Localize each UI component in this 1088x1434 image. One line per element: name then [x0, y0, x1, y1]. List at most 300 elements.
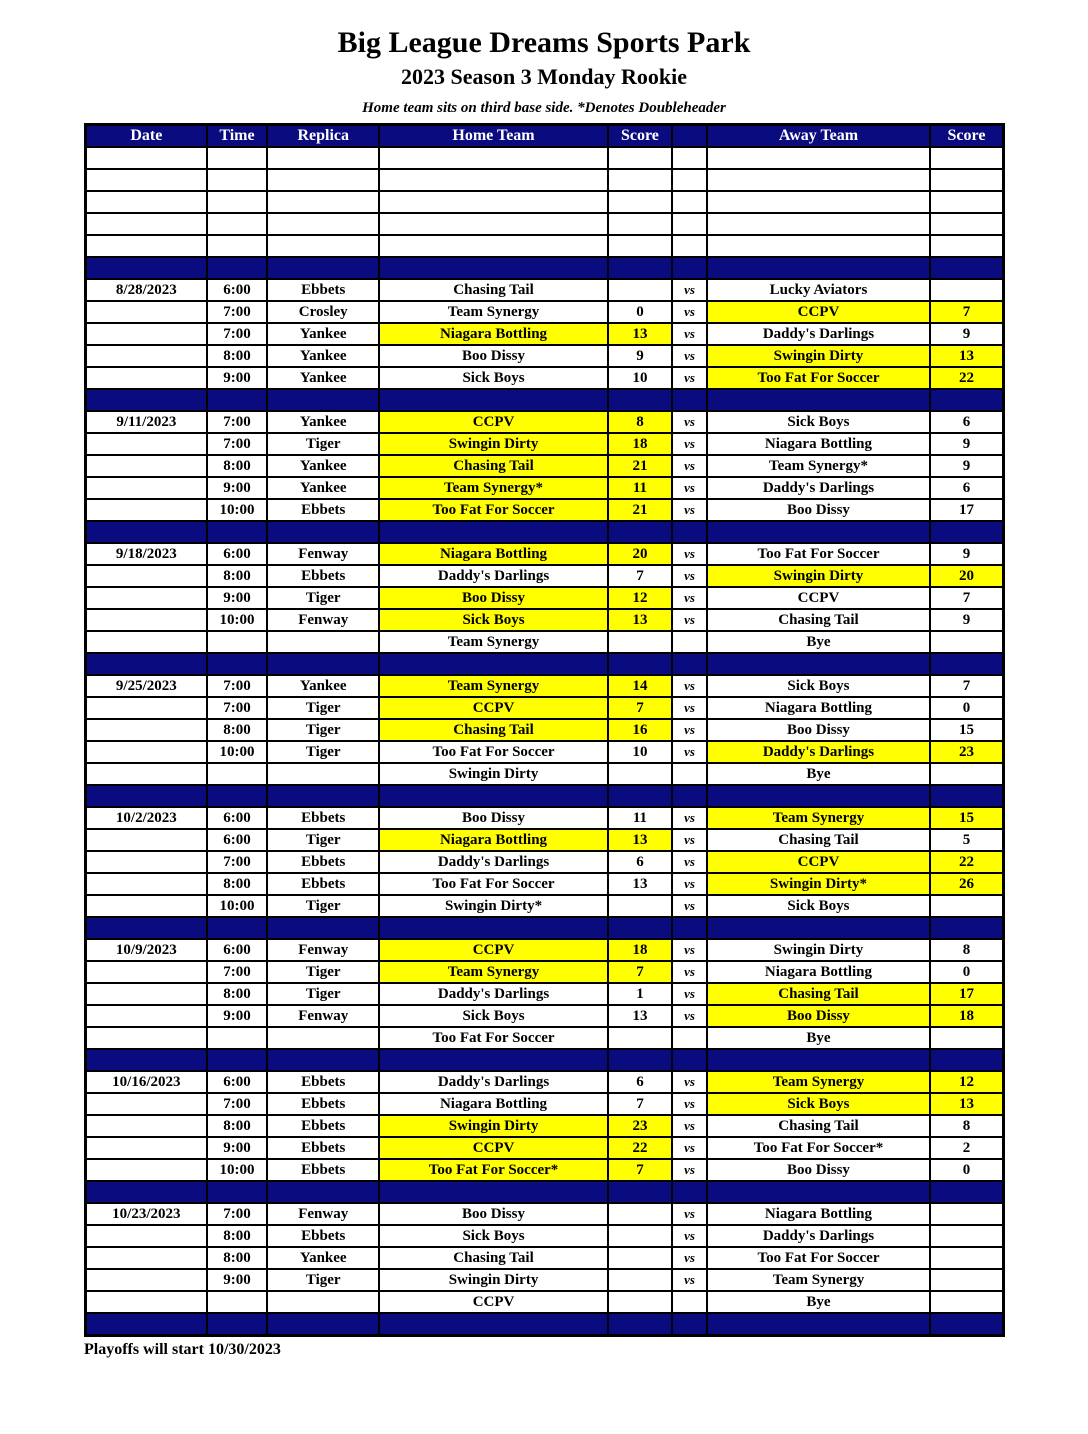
home-score-cell: 7 [608, 697, 672, 719]
away-team-cell: Team Synergy* [707, 455, 930, 477]
away-team-cell [707, 1181, 930, 1203]
col-away-score: Score [930, 125, 1004, 148]
bye-row [86, 1291, 1004, 1313]
vs-cell [672, 1049, 707, 1071]
date-cell [86, 741, 207, 763]
replica-cell: Tiger [267, 433, 379, 455]
replica-cell: Tiger [267, 961, 379, 983]
time-cell: 10:00 [207, 609, 268, 631]
time-cell [207, 1027, 268, 1049]
away-score-cell: 7 [930, 675, 1004, 697]
away-team-cell [707, 235, 930, 257]
date-cell [86, 1049, 207, 1071]
replica-cell [267, 785, 379, 807]
away-team-cell: Swingin Dirty* [707, 873, 930, 895]
away-team-cell: Too Fat For Soccer [707, 367, 930, 389]
away-team-cell [707, 169, 930, 191]
date-cell [86, 169, 207, 191]
date-cell [86, 257, 207, 279]
replica-cell [267, 521, 379, 543]
home-score-cell: 18 [608, 939, 672, 961]
game-row [86, 829, 1004, 851]
away-team-cell: Niagara Bottling [707, 1203, 930, 1225]
game-row [86, 939, 1004, 961]
replica-cell: Ebbets [267, 499, 379, 521]
away-team-cell: Boo Dissy [707, 1159, 930, 1181]
home-score-cell: 7 [608, 1159, 672, 1181]
home-team-cell: CCPV [379, 939, 608, 961]
away-team-cell: Swingin Dirty [707, 939, 930, 961]
home-score-cell [608, 1181, 672, 1203]
vs-cell: vs [672, 411, 707, 433]
home-team-cell [379, 917, 608, 939]
away-team-cell: Too Fat For Soccer* [707, 1137, 930, 1159]
col-replica: Replica [267, 125, 379, 148]
away-team-cell [707, 191, 930, 213]
schedule-table [84, 123, 1005, 1337]
date-cell [86, 1247, 207, 1269]
date-cell [86, 719, 207, 741]
away-score-cell: 15 [930, 719, 1004, 741]
home-score-cell: 7 [608, 565, 672, 587]
time-cell [207, 653, 268, 675]
away-team-cell: Sick Boys [707, 411, 930, 433]
home-score-cell: 8 [608, 411, 672, 433]
game-row [86, 455, 1004, 477]
vs-cell [672, 389, 707, 411]
home-score-cell [608, 169, 672, 191]
away-team-cell: Team Synergy [707, 1269, 930, 1291]
replica-cell: Fenway [267, 543, 379, 565]
away-score-cell: 17 [930, 499, 1004, 521]
away-score-cell [930, 1269, 1004, 1291]
time-cell: 8:00 [207, 873, 268, 895]
replica-cell: Yankee [267, 675, 379, 697]
page-header [0, 26, 1088, 117]
replica-cell: Yankee [267, 367, 379, 389]
home-team-cell [379, 1049, 608, 1071]
away-score-cell [930, 1027, 1004, 1049]
home-team-cell [379, 1181, 608, 1203]
vs-cell [672, 917, 707, 939]
away-team-cell: Chasing Tail [707, 829, 930, 851]
away-team-cell: Sick Boys [707, 1093, 930, 1115]
home-team-cell: Sick Boys [379, 609, 608, 631]
date-cell [86, 1159, 207, 1181]
home-score-cell [608, 389, 672, 411]
time-cell: 8:00 [207, 455, 268, 477]
vs-cell: vs [672, 323, 707, 345]
time-cell: 6:00 [207, 279, 268, 301]
home-score-cell: 14 [608, 675, 672, 697]
date-cell [86, 1181, 207, 1203]
separator-row [86, 257, 1004, 279]
date-cell [86, 1225, 207, 1247]
away-score-cell [930, 653, 1004, 675]
vs-cell: vs [672, 279, 707, 301]
date-cell [86, 873, 207, 895]
replica-cell: Ebbets [267, 1115, 379, 1137]
vs-cell [672, 785, 707, 807]
home-score-cell: 11 [608, 477, 672, 499]
home-score-cell: 12 [608, 587, 672, 609]
away-team-cell: Daddy's Darlings [707, 1225, 930, 1247]
away-score-cell: 20 [930, 565, 1004, 587]
vs-cell [672, 763, 707, 785]
home-score-cell [608, 917, 672, 939]
date-cell [86, 631, 207, 653]
replica-cell: Tiger [267, 587, 379, 609]
time-cell: 10:00 [207, 895, 268, 917]
date-cell [86, 477, 207, 499]
game-row [86, 1137, 1004, 1159]
date-cell [86, 983, 207, 1005]
replica-cell: Tiger [267, 895, 379, 917]
replica-cell [267, 235, 379, 257]
date-cell [86, 1137, 207, 1159]
home-team-cell: Niagara Bottling [379, 829, 608, 851]
away-team-cell: Boo Dissy [707, 719, 930, 741]
game-row [86, 1071, 1004, 1093]
vs-cell [672, 213, 707, 235]
replica-cell: Yankee [267, 1247, 379, 1269]
separator-row [86, 785, 1004, 807]
col-home-team: Home Team [379, 125, 608, 148]
vs-cell: vs [672, 477, 707, 499]
home-team-cell: Too Fat For Soccer [379, 499, 608, 521]
home-score-cell [608, 1313, 672, 1336]
vs-cell [672, 1313, 707, 1336]
replica-cell [267, 1181, 379, 1203]
col-date: Date [86, 125, 207, 148]
home-team-cell: Chasing Tail [379, 279, 608, 301]
replica-cell: Fenway [267, 939, 379, 961]
home-score-cell: 21 [608, 455, 672, 477]
home-team-cell: Niagara Bottling [379, 323, 608, 345]
away-score-cell [930, 191, 1004, 213]
date-cell [86, 961, 207, 983]
replica-cell [267, 1027, 379, 1049]
home-team-cell: Too Fat For Soccer* [379, 1159, 608, 1181]
away-score-cell: 9 [930, 433, 1004, 455]
bye-row [86, 1027, 1004, 1049]
home-team-cell [379, 147, 608, 169]
empty-row [86, 147, 1004, 169]
time-cell [207, 191, 268, 213]
replica-cell: Crosley [267, 301, 379, 323]
replica-cell: Ebbets [267, 1093, 379, 1115]
away-score-cell: 9 [930, 609, 1004, 631]
home-score-cell: 18 [608, 433, 672, 455]
away-team-cell: CCPV [707, 851, 930, 873]
time-cell: 7:00 [207, 697, 268, 719]
date-cell [86, 301, 207, 323]
time-cell: 6:00 [207, 829, 268, 851]
away-score-cell: 6 [930, 477, 1004, 499]
home-score-cell [608, 895, 672, 917]
time-cell [207, 763, 268, 785]
date-cell [86, 697, 207, 719]
time-cell: 7:00 [207, 961, 268, 983]
date-cell: 10/2/2023 [86, 807, 207, 829]
vs-cell: vs [672, 609, 707, 631]
away-team-cell: Chasing Tail [707, 609, 930, 631]
date-cell: 9/18/2023 [86, 543, 207, 565]
away-score-cell [930, 631, 1004, 653]
home-score-cell [608, 521, 672, 543]
bye-row [86, 631, 1004, 653]
time-cell: 10:00 [207, 741, 268, 763]
empty-row [86, 191, 1004, 213]
home-team-cell: Chasing Tail [379, 455, 608, 477]
home-score-cell [608, 235, 672, 257]
away-score-cell [930, 235, 1004, 257]
home-team-cell: Swingin Dirty [379, 1115, 608, 1137]
home-team-cell [379, 213, 608, 235]
away-score-cell: 8 [930, 1115, 1004, 1137]
game-row [86, 1115, 1004, 1137]
away-team-cell: Niagara Bottling [707, 433, 930, 455]
home-team-cell: Too Fat For Soccer [379, 873, 608, 895]
home-team-cell: Daddy's Darlings [379, 983, 608, 1005]
away-team-cell: Swingin Dirty [707, 565, 930, 587]
away-score-cell [930, 147, 1004, 169]
vs-cell: vs [672, 1247, 707, 1269]
home-team-cell [379, 235, 608, 257]
game-row [86, 1159, 1004, 1181]
away-team-cell: Too Fat For Soccer [707, 1247, 930, 1269]
game-row [86, 1005, 1004, 1027]
separator-row [86, 1181, 1004, 1203]
home-team-cell: Team Synergy [379, 961, 608, 983]
away-score-cell: 0 [930, 1159, 1004, 1181]
separator-row [86, 917, 1004, 939]
date-cell [86, 235, 207, 257]
away-team-cell [707, 1313, 930, 1336]
home-team-cell: CCPV [379, 1137, 608, 1159]
date-cell [86, 895, 207, 917]
replica-cell: Tiger [267, 983, 379, 1005]
vs-cell: vs [672, 675, 707, 697]
home-score-cell [608, 147, 672, 169]
replica-cell [267, 191, 379, 213]
vs-cell [672, 191, 707, 213]
replica-cell: Ebbets [267, 851, 379, 873]
replica-cell: Fenway [267, 1203, 379, 1225]
game-row [86, 807, 1004, 829]
page-subtitle: 2023 Season 3 Monday Rookie [400, 64, 688, 89]
home-team-cell [379, 191, 608, 213]
away-score-cell [930, 1291, 1004, 1313]
replica-cell: Ebbets [267, 1225, 379, 1247]
home-score-cell: 6 [608, 1071, 672, 1093]
game-row [86, 983, 1004, 1005]
away-score-cell [930, 917, 1004, 939]
game-row [86, 367, 1004, 389]
home-team-cell: CCPV [379, 1291, 608, 1313]
away-score-cell: 22 [930, 851, 1004, 873]
away-score-cell: 2 [930, 1137, 1004, 1159]
home-score-cell: 7 [608, 1093, 672, 1115]
away-score-cell: 17 [930, 983, 1004, 1005]
away-team-cell: CCPV [707, 587, 930, 609]
time-cell: 6:00 [207, 1071, 268, 1093]
home-score-cell: 0 [608, 301, 672, 323]
time-cell: 8:00 [207, 565, 268, 587]
home-score-cell [608, 191, 672, 213]
time-cell: 8:00 [207, 983, 268, 1005]
home-score-cell: 13 [608, 829, 672, 851]
away-team-cell: Chasing Tail [707, 983, 930, 1005]
vs-cell: vs [672, 851, 707, 873]
home-score-cell [608, 1203, 672, 1225]
vs-cell: vs [672, 961, 707, 983]
time-cell [207, 917, 268, 939]
time-cell [207, 521, 268, 543]
home-team-cell: Boo Dissy [379, 345, 608, 367]
replica-cell: Tiger [267, 719, 379, 741]
away-score-cell: 9 [930, 323, 1004, 345]
replica-cell: Yankee [267, 411, 379, 433]
away-team-cell [707, 785, 930, 807]
time-cell [207, 235, 268, 257]
away-score-cell: 12 [930, 1071, 1004, 1093]
date-cell [86, 917, 207, 939]
home-team-cell: Swingin Dirty* [379, 895, 608, 917]
away-team-cell [707, 257, 930, 279]
game-row [86, 609, 1004, 631]
game-row [86, 279, 1004, 301]
vs-cell: vs [672, 1269, 707, 1291]
home-team-cell [379, 169, 608, 191]
away-score-cell: 18 [930, 1005, 1004, 1027]
home-team-cell: Too Fat For Soccer [379, 741, 608, 763]
away-score-cell: 7 [930, 301, 1004, 323]
game-row [86, 411, 1004, 433]
away-score-cell: 13 [930, 1093, 1004, 1115]
date-cell [86, 851, 207, 873]
away-team-cell: CCPV [707, 301, 930, 323]
vs-cell [672, 521, 707, 543]
home-score-cell: 13 [608, 609, 672, 631]
separator-row [86, 521, 1004, 543]
date-cell: 10/23/2023 [86, 1203, 207, 1225]
away-team-cell: Daddy's Darlings [707, 741, 930, 763]
replica-cell [267, 763, 379, 785]
date-cell [86, 1027, 207, 1049]
home-score-cell [608, 763, 672, 785]
home-team-cell: Team Synergy* [379, 477, 608, 499]
home-score-cell [608, 1225, 672, 1247]
home-score-cell: 6 [608, 851, 672, 873]
away-score-cell [930, 1049, 1004, 1071]
vs-cell: vs [672, 1225, 707, 1247]
vs-cell: vs [672, 895, 707, 917]
home-score-cell: 23 [608, 1115, 672, 1137]
vs-cell: vs [672, 1203, 707, 1225]
vs-cell: vs [672, 983, 707, 1005]
vs-cell [672, 1181, 707, 1203]
date-cell [86, 323, 207, 345]
replica-cell: Yankee [267, 455, 379, 477]
home-score-cell: 11 [608, 807, 672, 829]
col-time: Time [207, 125, 268, 148]
away-team-cell [707, 521, 930, 543]
game-row [86, 499, 1004, 521]
time-cell: 7:00 [207, 675, 268, 697]
home-score-cell: 10 [608, 367, 672, 389]
replica-cell: Ebbets [267, 1071, 379, 1093]
time-cell: 7:00 [207, 323, 268, 345]
game-row [86, 433, 1004, 455]
vs-cell: vs [672, 1005, 707, 1027]
away-score-cell [930, 1225, 1004, 1247]
date-cell [86, 653, 207, 675]
game-row [86, 345, 1004, 367]
empty-row [86, 169, 1004, 191]
replica-cell: Yankee [267, 477, 379, 499]
vs-cell [672, 631, 707, 653]
time-cell [207, 1313, 268, 1336]
date-cell: 8/28/2023 [86, 279, 207, 301]
date-cell [86, 1269, 207, 1291]
vs-cell: vs [672, 587, 707, 609]
col-vs [672, 125, 707, 148]
game-row [86, 1093, 1004, 1115]
home-team-cell [379, 653, 608, 675]
away-team-cell: Swingin Dirty [707, 345, 930, 367]
game-row [86, 477, 1004, 499]
time-cell [207, 631, 268, 653]
replica-cell: Fenway [267, 1005, 379, 1027]
replica-cell: Ebbets [267, 279, 379, 301]
vs-cell [672, 653, 707, 675]
date-cell [86, 147, 207, 169]
home-score-cell: 13 [608, 323, 672, 345]
away-team-cell [707, 389, 930, 411]
away-score-cell [930, 785, 1004, 807]
home-score-cell [608, 1269, 672, 1291]
empty-row [86, 235, 1004, 257]
doubleheader-note: Home team sits on third base side. *Denotes Doubleheader [362, 100, 726, 116]
replica-cell [267, 917, 379, 939]
replica-cell: Tiger [267, 1269, 379, 1291]
away-score-cell: 26 [930, 873, 1004, 895]
home-score-cell: 13 [608, 1005, 672, 1027]
time-cell [207, 389, 268, 411]
game-row [86, 895, 1004, 917]
home-team-cell: Daddy's Darlings [379, 565, 608, 587]
time-cell: 8:00 [207, 345, 268, 367]
home-score-cell: 13 [608, 873, 672, 895]
home-team-cell: Swingin Dirty [379, 1269, 608, 1291]
separator-row [86, 389, 1004, 411]
date-cell [86, 499, 207, 521]
home-team-cell: Daddy's Darlings [379, 1071, 608, 1093]
replica-cell: Ebbets [267, 807, 379, 829]
home-team-cell: Too Fat For Soccer [379, 1027, 608, 1049]
home-team-cell: Boo Dissy [379, 1203, 608, 1225]
time-cell [207, 213, 268, 235]
away-team-cell: Sick Boys [707, 895, 930, 917]
date-cell: 10/9/2023 [86, 939, 207, 961]
vs-cell: vs [672, 1093, 707, 1115]
home-team-cell: Chasing Tail [379, 719, 608, 741]
game-row [86, 1269, 1004, 1291]
vs-cell: vs [672, 873, 707, 895]
home-score-cell [608, 1049, 672, 1071]
away-team-cell: Lucky Aviators [707, 279, 930, 301]
